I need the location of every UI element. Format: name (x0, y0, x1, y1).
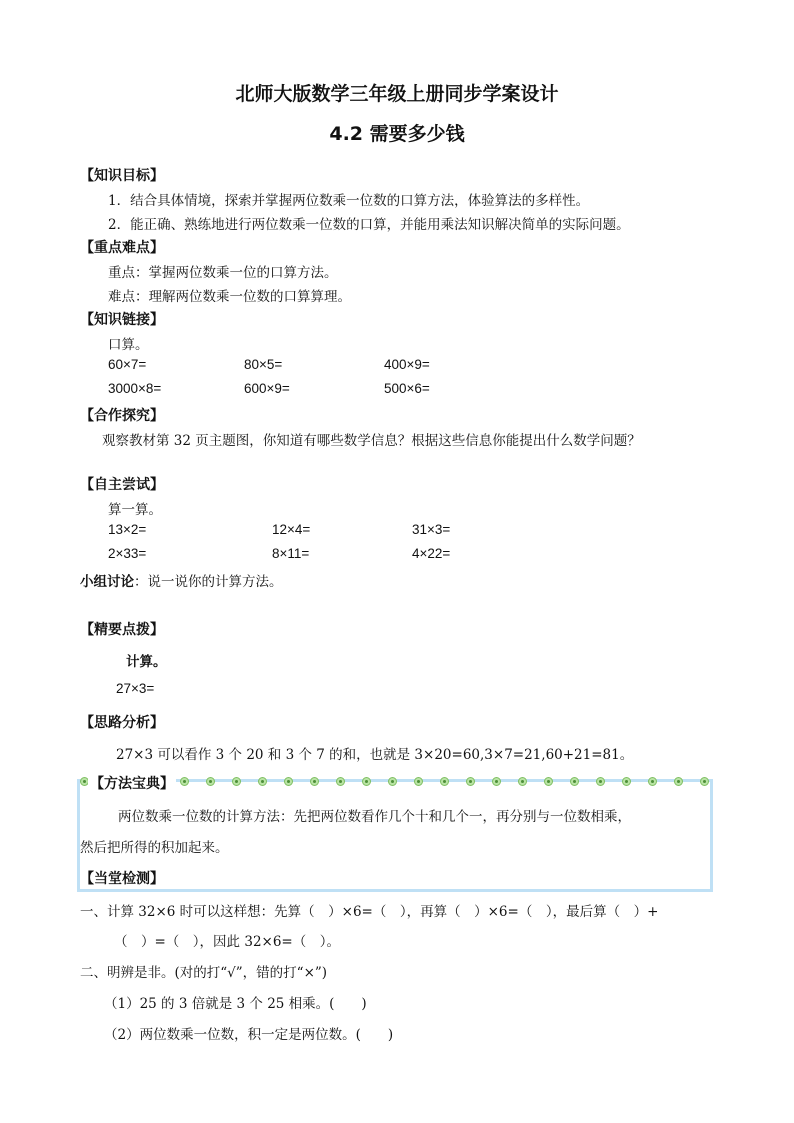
dot-decoration (362, 777, 371, 786)
link-expr: 80×5= (244, 357, 283, 372)
dot-decoration (570, 777, 579, 786)
selftry-expr: 2×33= (108, 546, 147, 561)
dot-decoration (388, 777, 397, 786)
page-subtitle: 4.2 需要多少钱 (329, 123, 465, 145)
selftry-expr: 4×22= (412, 546, 451, 561)
dot-decoration (284, 777, 293, 786)
dot-decoration (466, 777, 475, 786)
selftry-intro: 算一算。 (108, 502, 162, 518)
dot-decoration (180, 777, 189, 786)
goals-heading: 【知识目标】 (80, 168, 164, 184)
method-line-1: 两位数乘一位数的计算方法：先把两位数看作几个十和几个一，再分别与一位数相乘， (118, 809, 631, 825)
dot-decoration (596, 777, 605, 786)
dot-decoration (700, 777, 709, 786)
dot-decoration (232, 777, 241, 786)
tips-heading: 【精要点拨】 (80, 622, 164, 638)
dot-decoration (674, 777, 683, 786)
focus-text: 重点：掌握两位数乘一位的口算方法。 (108, 265, 338, 281)
question-2: 二、明辨是非。(对的打“√”，错的打“×”) (80, 965, 328, 981)
dot-decoration (414, 777, 423, 786)
selftry-expr: 31×3= (412, 522, 451, 537)
link-expr: 600×9= (244, 381, 290, 396)
discussion-label: 小组讨论 (80, 574, 134, 590)
link-expr: 3000×8= (108, 381, 162, 396)
dot-decoration (440, 777, 449, 786)
analysis-text: 27×3 可以看作 3 个 20 和 3 个 7 的和，也就是 3×20=60,3×7=21,60+21=81。 (116, 747, 634, 763)
method-box-dots (180, 777, 710, 789)
cooperate-text: 观察教材第 32 页主题图，你知道有哪些数学信息？根据这些信息你能提出什么数学问题？ (102, 433, 641, 449)
page-title: 北师大版数学三年级上册同步学案设计 (235, 83, 559, 105)
discussion-text: ：说一说你的计算方法。 (134, 574, 283, 590)
selftry-heading: 【自主尝试】 (80, 477, 164, 493)
link-expr: 500×6= (384, 381, 430, 396)
check-heading: 【当堂检测】 (80, 871, 164, 887)
question-1-line-1: 一、计算 32×6 时可以这样想：先算（ ）×6=（ ），再算（ ）×6=（ ），最后算（ ）+ (80, 904, 659, 920)
link-expr: 60×7= (108, 357, 147, 372)
dot-decoration (492, 777, 501, 786)
goal-item-1: 1．结合具体情境，探索并掌握两位数乘一位数的口算方法，体验算法的多样性。 (108, 193, 590, 209)
link-intro: 口算。 (108, 337, 149, 353)
difficulty-text: 难点：理解两位数乘一位数的口算算理。 (108, 289, 351, 305)
method-heading: 【方法宝典】 (88, 773, 176, 793)
dot-decoration (518, 777, 527, 786)
link-expr: 400×9= (384, 357, 430, 372)
link-heading: 【知识链接】 (80, 312, 164, 328)
cooperate-heading: 【合作探究】 (80, 408, 164, 424)
dot-decoration (258, 777, 267, 786)
selftry-expr: 8×11= (272, 546, 310, 561)
tips-expr: 27×3= (116, 681, 155, 696)
question-2-item-1: （1）25 的 3 倍就是 3 个 25 相乘。( ) (104, 996, 367, 1012)
question-2-item-2: （2）两位数乘一位数，积一定是两位数。( ) (104, 1027, 394, 1043)
tips-intro: 计算。 (126, 654, 167, 670)
dot-decoration (544, 777, 553, 786)
analysis-heading: 【思路分析】 (80, 715, 164, 731)
selftry-expr: 12×4= (272, 522, 311, 537)
keypoints-heading: 【重点难点】 (80, 240, 164, 256)
dot-decoration (310, 777, 319, 786)
selftry-expr: 13×2= (108, 522, 147, 537)
dot-decoration (622, 777, 631, 786)
dot-decoration (206, 777, 215, 786)
method-line-2: 然后把所得的积加起来。 (80, 840, 229, 856)
dot-decoration (648, 777, 657, 786)
goal-item-2: 2．能正确、熟练地进行两位数乘一位数的口算，并能用乘法知识解决简单的实际问题。 (108, 217, 630, 233)
question-1-line-2: （ ）=（ ），因此 32×6=（ ）。 (114, 934, 340, 950)
dot-decoration (336, 777, 345, 786)
discussion-line (80, 570, 283, 590)
